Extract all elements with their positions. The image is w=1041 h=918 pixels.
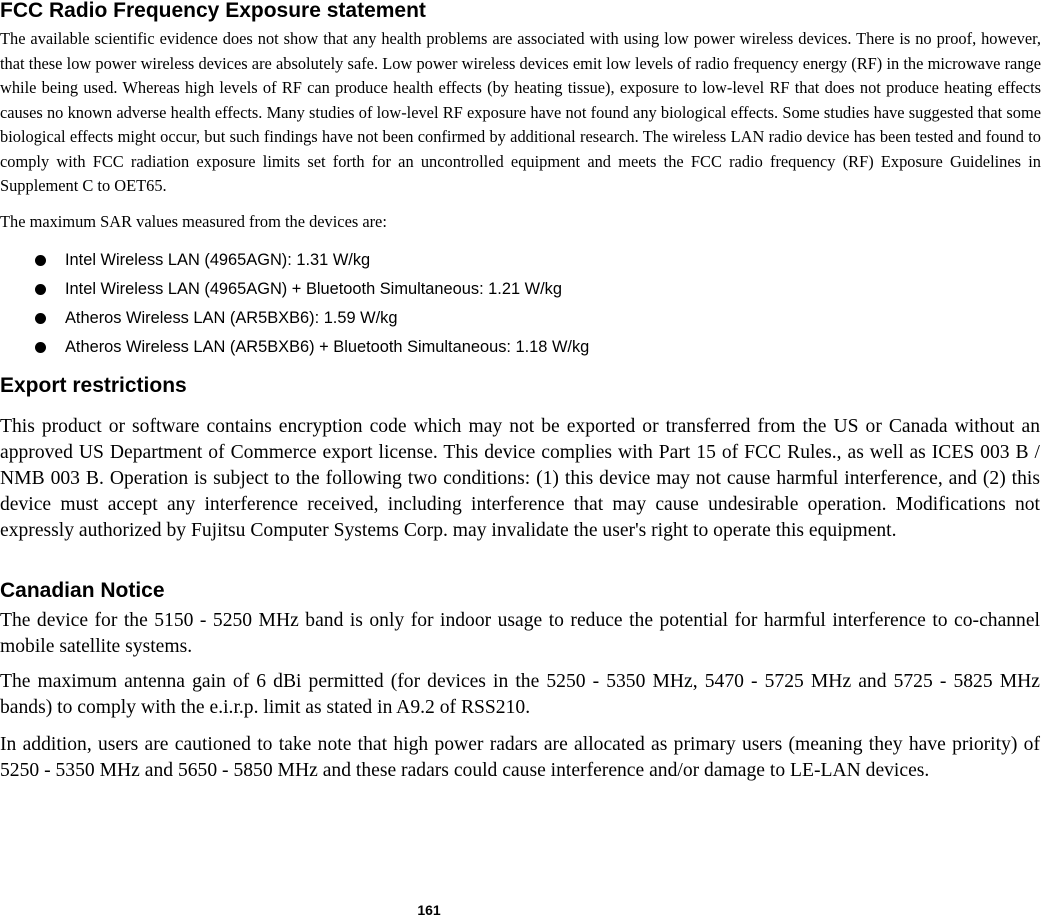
fcc-heading: FCC Radio Frequency Exposure statement [0,0,426,22]
fcc-paragraph: The available scientific evidence does not show that any health problems are associated with using low power wireless devices. There is no proof, however, that these low power wireless devices are absolutely safe. Low power wireless devices emit low levels of radio frequency energy (RF) in the microwave range while being used. Whereas high levels of RF can produce health effects (by heating tissue), exposure to low-level RF that does not produce heating effects causes no known adverse health effects. Many studies of low-level RF exposure have not found any biological effects. Some studies have suggested that some biological effects might occur, but such findings have not been confirmed by additional research. The wireless LAN radio device has been tested and found to comply with FCC radiation exposure limits set forth for an uncontrolled equipment and meets the FCC radio frequency (RF) Exposure Guidelines in Supplement C to OET65. [0,29,1041,195]
canadian-heading: Canadian Notice [0,579,165,602]
canadian-paragraph-antenna: The maximum antenna gain of 6 dBi permitted (for devices in the 5250 - 5350 MHz, 5470 - 5725 MHz and 5725 - 5825 MHz bands) to comply with the e.i.r.p. limit as stated in A9.2 of RSS210. [0,671,1040,718]
sar-item-text: Intel Wireless LAN (4965AGN): 1.31 W/kg [65,251,371,269]
sar-item-text: Intel Wireless LAN (4965AGN) + Bluetooth Simultaneous: 1.21 W/kg [65,280,562,298]
bullet-icon [35,313,46,324]
sar-list [0,246,589,362]
page-number: 161 [417,902,441,918]
bullet-icon [35,342,46,353]
bullet-icon [35,255,46,266]
list-item [0,333,589,362]
list-item [0,275,589,304]
sar-item-text: Atheros Wireless LAN (AR5BXB6): 1.59 W/kg [65,309,398,327]
bullet-icon [35,284,46,295]
export-heading: Export restrictions [0,374,187,397]
export-paragraph: This product or software contains encryption code which may not be exported or transferred from the US or Canada without an approved US Department of Commerce export license. This device complies with Part 15 of FCC Rules., as well as ICES 003 B / NMB 003 B. Operation is subject to the following two conditions: (1) this device may not cause harmful interference, and (2) this device must accept any interference received, including interference that may cause undesirable operation. Modifications not expressly authorized by Fujitsu Computer Systems Corp. may invalidate the user's right to operate this equipment. [0,416,1040,541]
canadian-paragraph-indoor: The device for the 5150 - 5250 MHz band is only for indoor usage to reduce the potential for harmful interference to co-channel mobile satellite systems. [0,610,1040,657]
sar-item-text: Atheros Wireless LAN (AR5BXB6) + Bluetooth Simultaneous: 1.18 W/kg [65,338,590,356]
list-item [0,304,589,333]
sar-intro: The maximum SAR values measured from the devices are: [0,212,387,231]
list-item [0,246,589,275]
canadian-paragraph-radars: In addition, users are cautioned to take note that high power radars are allocated as primary users (meaning they have priority) of 5250 - 5350 MHz and 5650 - 5850 MHz and these radars could cause interference and/or damage to LE-LAN devices. [0,734,1040,781]
